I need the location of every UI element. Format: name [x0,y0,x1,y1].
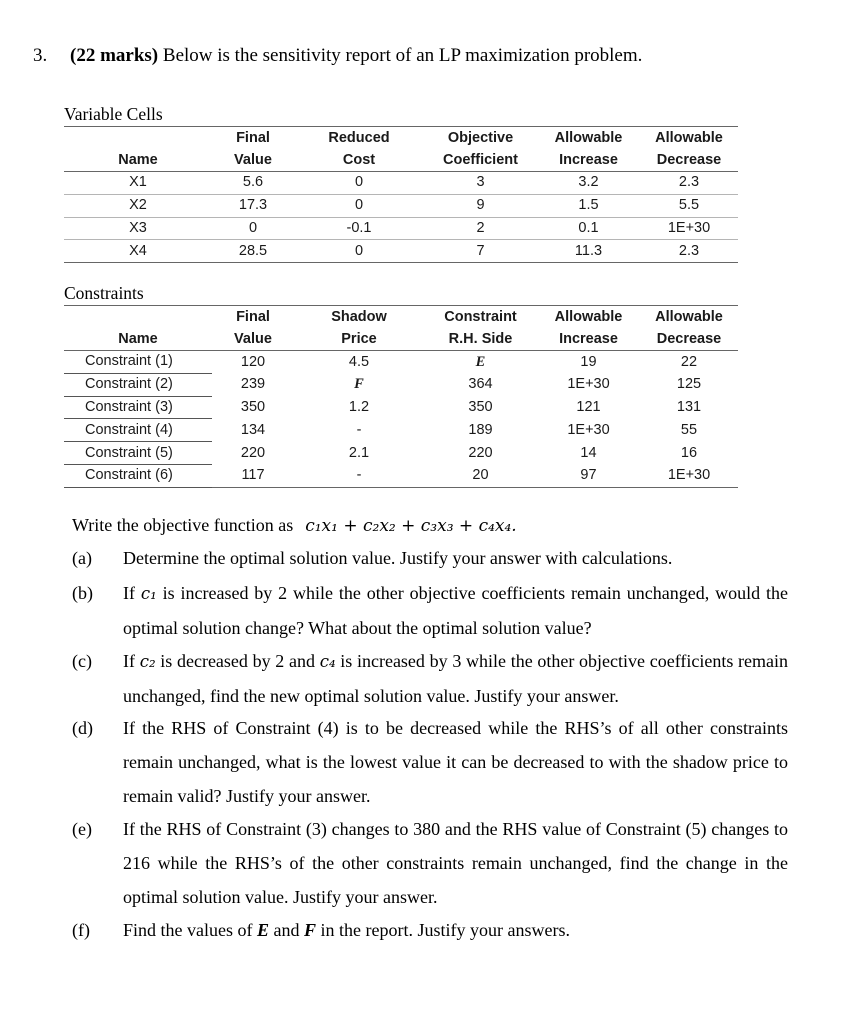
question-part-b [72,576,788,645]
part-text-post: is increased by 3 while the other objective coefficients remain unchanged, find the new optimal solution value. Justify your answer. [123,651,789,706]
part-label: (a) [72,548,92,568]
objective-lead: Write the objective function as [72,515,294,535]
table-row [64,217,738,240]
variable-cells-title: Variable Cells [64,104,163,124]
part-text-mid: is decreased by 2 and [160,651,315,671]
header-objective-2: Coefficient [424,149,537,172]
part-label: (c) [72,651,92,671]
cell-name: Constraint (5) [64,442,212,465]
header-allow-inc-1: Allowable [537,127,640,150]
cell-shadow-price: F [354,376,364,393]
header-allow-inc-2: Increase [537,149,640,172]
table-row [64,442,738,465]
cell-allowable-increase: 97 [537,464,640,487]
cell-allowable-decrease: 125 [676,376,702,393]
cell-shadow-price: 4.5 [348,353,370,370]
cell-allowable-decrease: 2.3 [640,240,738,263]
math-symbol: c₄ [319,652,336,671]
question-part-e [72,812,788,914]
cell-name: Constraint (4) [64,419,212,442]
cell-shadow-price: - [294,464,424,487]
cell-allowable-increase: 11.3 [537,240,640,263]
table-row [64,464,738,487]
variable-cells-table [64,126,738,263]
part-text [123,644,788,713]
header-objective-1: Objective [424,127,537,150]
table-row [64,194,738,217]
part-text [123,913,788,947]
table-row [64,396,738,419]
header-final-2: Value [212,328,294,351]
header-shadow-1: Shadow [294,306,424,329]
cell-final-value: 5.6 [212,172,294,195]
table-row [64,419,738,442]
cell-name: X3 [64,217,212,240]
header-allow-dec-1: Allowable [640,127,738,150]
cell-allowable-decrease: 2.3 [640,172,738,195]
cell-final-value: 220 [240,444,266,461]
part-text-and: and [273,920,300,940]
cell-allowable-increase: 14 [580,444,597,461]
question-part-a [72,541,788,575]
header-allow-dec-2: Decrease [640,149,738,172]
table-row [64,240,738,263]
question-part-d [72,711,788,813]
table-row [64,172,738,195]
header-name: Name [64,149,212,172]
cell-allowable-decrease: 22 [680,353,698,370]
cell-final-value: 120 [240,353,266,370]
header-constraint-2: R.H. Side [424,328,537,351]
header-allow-dec-1: Allowable [640,306,738,329]
header-final-1: Final [212,127,294,150]
part-text-post: is increased by 2 while the other objective coefficients remain unchanged, would the optimal solution change? What about the optimal solution value? [123,583,789,638]
header-reduced-1: Reduced [294,127,424,150]
cell-objective-coefficient: 3 [424,172,537,195]
header-allow-dec-2: Decrease [640,328,738,351]
math-symbol: c₁ [140,584,157,603]
cell-name: Constraint (2) [64,373,212,396]
math-symbol: c₂ [139,652,156,671]
part-label: (d) [72,718,93,738]
header-allow-inc-2: Increase [537,328,640,351]
part-text: Determine the optimal solution value. Justify your answer with calculations. [123,548,673,568]
cell-final-value: 17.3 [212,194,294,217]
part-text-pre: If [123,651,135,671]
cell-constraint-rhs: E [475,353,486,370]
part-text: If the RHS of Constraint (4) is to be decreased while the RHS’s of all other constraints remain unchanged, what is the lowest value it can be decreased to with the shadow price to remain valid? Justify your answer. [123,718,788,806]
part-label: (e) [72,819,92,839]
cell-reduced-cost: 0 [294,240,424,263]
cell-allowable-increase: 121 [576,398,601,415]
cell-allowable-decrease: 1E+30 [640,217,738,240]
constraints-table [64,305,738,488]
cell-final-value: 134 [240,421,266,438]
part-text: If the RHS of Constraint (3) changes to 380 and the RHS value of Constraint (5) changes to 216 while the RHS’s of the other constraints remain unchanged, find the change in the optimal solution value. Justify your answer. [123,819,788,907]
cell-final-value: 350 [240,398,266,415]
cell-final-value: 28.5 [212,240,294,263]
header-allow-inc-1: Allowable [537,306,640,329]
cell-shadow-price: 2.1 [348,444,370,461]
cell-objective-coefficient: 9 [424,194,537,217]
question-marks: (22 marks) [70,45,159,66]
cell-allowable-increase: 1.5 [537,194,640,217]
constraints-title: Constraints [64,283,144,303]
cell-constraint-rhs: 20 [424,464,537,487]
cell-reduced-cost: 0 [294,172,424,195]
header-reduced-2: Cost [294,149,424,172]
cell-name: Constraint (3) [64,396,212,419]
cell-final-value: 0 [212,217,294,240]
cell-final-value: 117 [212,464,294,487]
cell-reduced-cost: 0 [294,194,424,217]
cell-shadow-price: 1.2 [348,398,370,415]
cell-name: X2 [64,194,212,217]
cell-constraint-rhs: 364 [468,376,493,393]
part-label: (b) [72,583,93,603]
header-final-2: Value [212,149,294,172]
cell-name: X4 [64,240,212,263]
header-name: Name [64,328,212,351]
objective-function-line [72,515,517,536]
cell-allowable-increase: 1E+30 [567,376,610,393]
header-final-1: Final [212,306,294,329]
cell-allowable-increase: 1E+30 [567,421,610,438]
question-part-c [72,644,788,713]
cell-allowable-decrease: 1E+30 [640,464,738,487]
header-shadow-2: Price [294,328,424,351]
cell-name: Constraint (6) [64,464,212,487]
cell-allowable-decrease: 131 [676,398,702,415]
cell-objective-coefficient: 2 [424,217,537,240]
cell-constraint-rhs: 350 [468,398,493,415]
objective-expression: c₁x₁ + c₂x₂ + c₃x₃ + c₄x₄. [305,516,517,536]
cell-allowable-increase: 19 [580,353,597,370]
cell-allowable-decrease: 16 [680,444,698,461]
cell-reduced-cost: -0.1 [294,217,424,240]
cell-shadow-price: - [356,421,362,438]
cell-allowable-decrease: 5.5 [640,194,738,217]
question-heading [33,45,642,67]
question-intro: Below is the sensitivity report of an LP maximization problem. [162,45,643,66]
part-text-post: in the report. Justify your answers. [320,920,570,940]
cell-allowable-increase: 3.2 [537,172,640,195]
cell-name: Constraint (1) [64,351,212,374]
part-text [123,576,788,645]
cell-objective-coefficient: 7 [424,240,537,263]
symbol-F: F [304,920,317,940]
cell-name: X1 [64,172,212,195]
symbol-E: E [256,920,269,940]
cell-constraint-rhs: 189 [468,421,493,438]
question-part-f [72,913,788,947]
part-text-pre: If [123,583,135,603]
cell-constraint-rhs: 220 [468,444,493,461]
part-text-pre: Find the values of [123,920,253,940]
cell-allowable-increase: 0.1 [537,217,640,240]
part-label: (f) [72,920,90,940]
question-number: 3. [33,45,48,66]
cell-final-value: 239 [240,376,266,393]
cell-allowable-decrease: 55 [680,421,698,438]
header-constraint-1: Constraint [424,306,537,329]
table-row [64,373,738,396]
table-row [64,351,738,374]
